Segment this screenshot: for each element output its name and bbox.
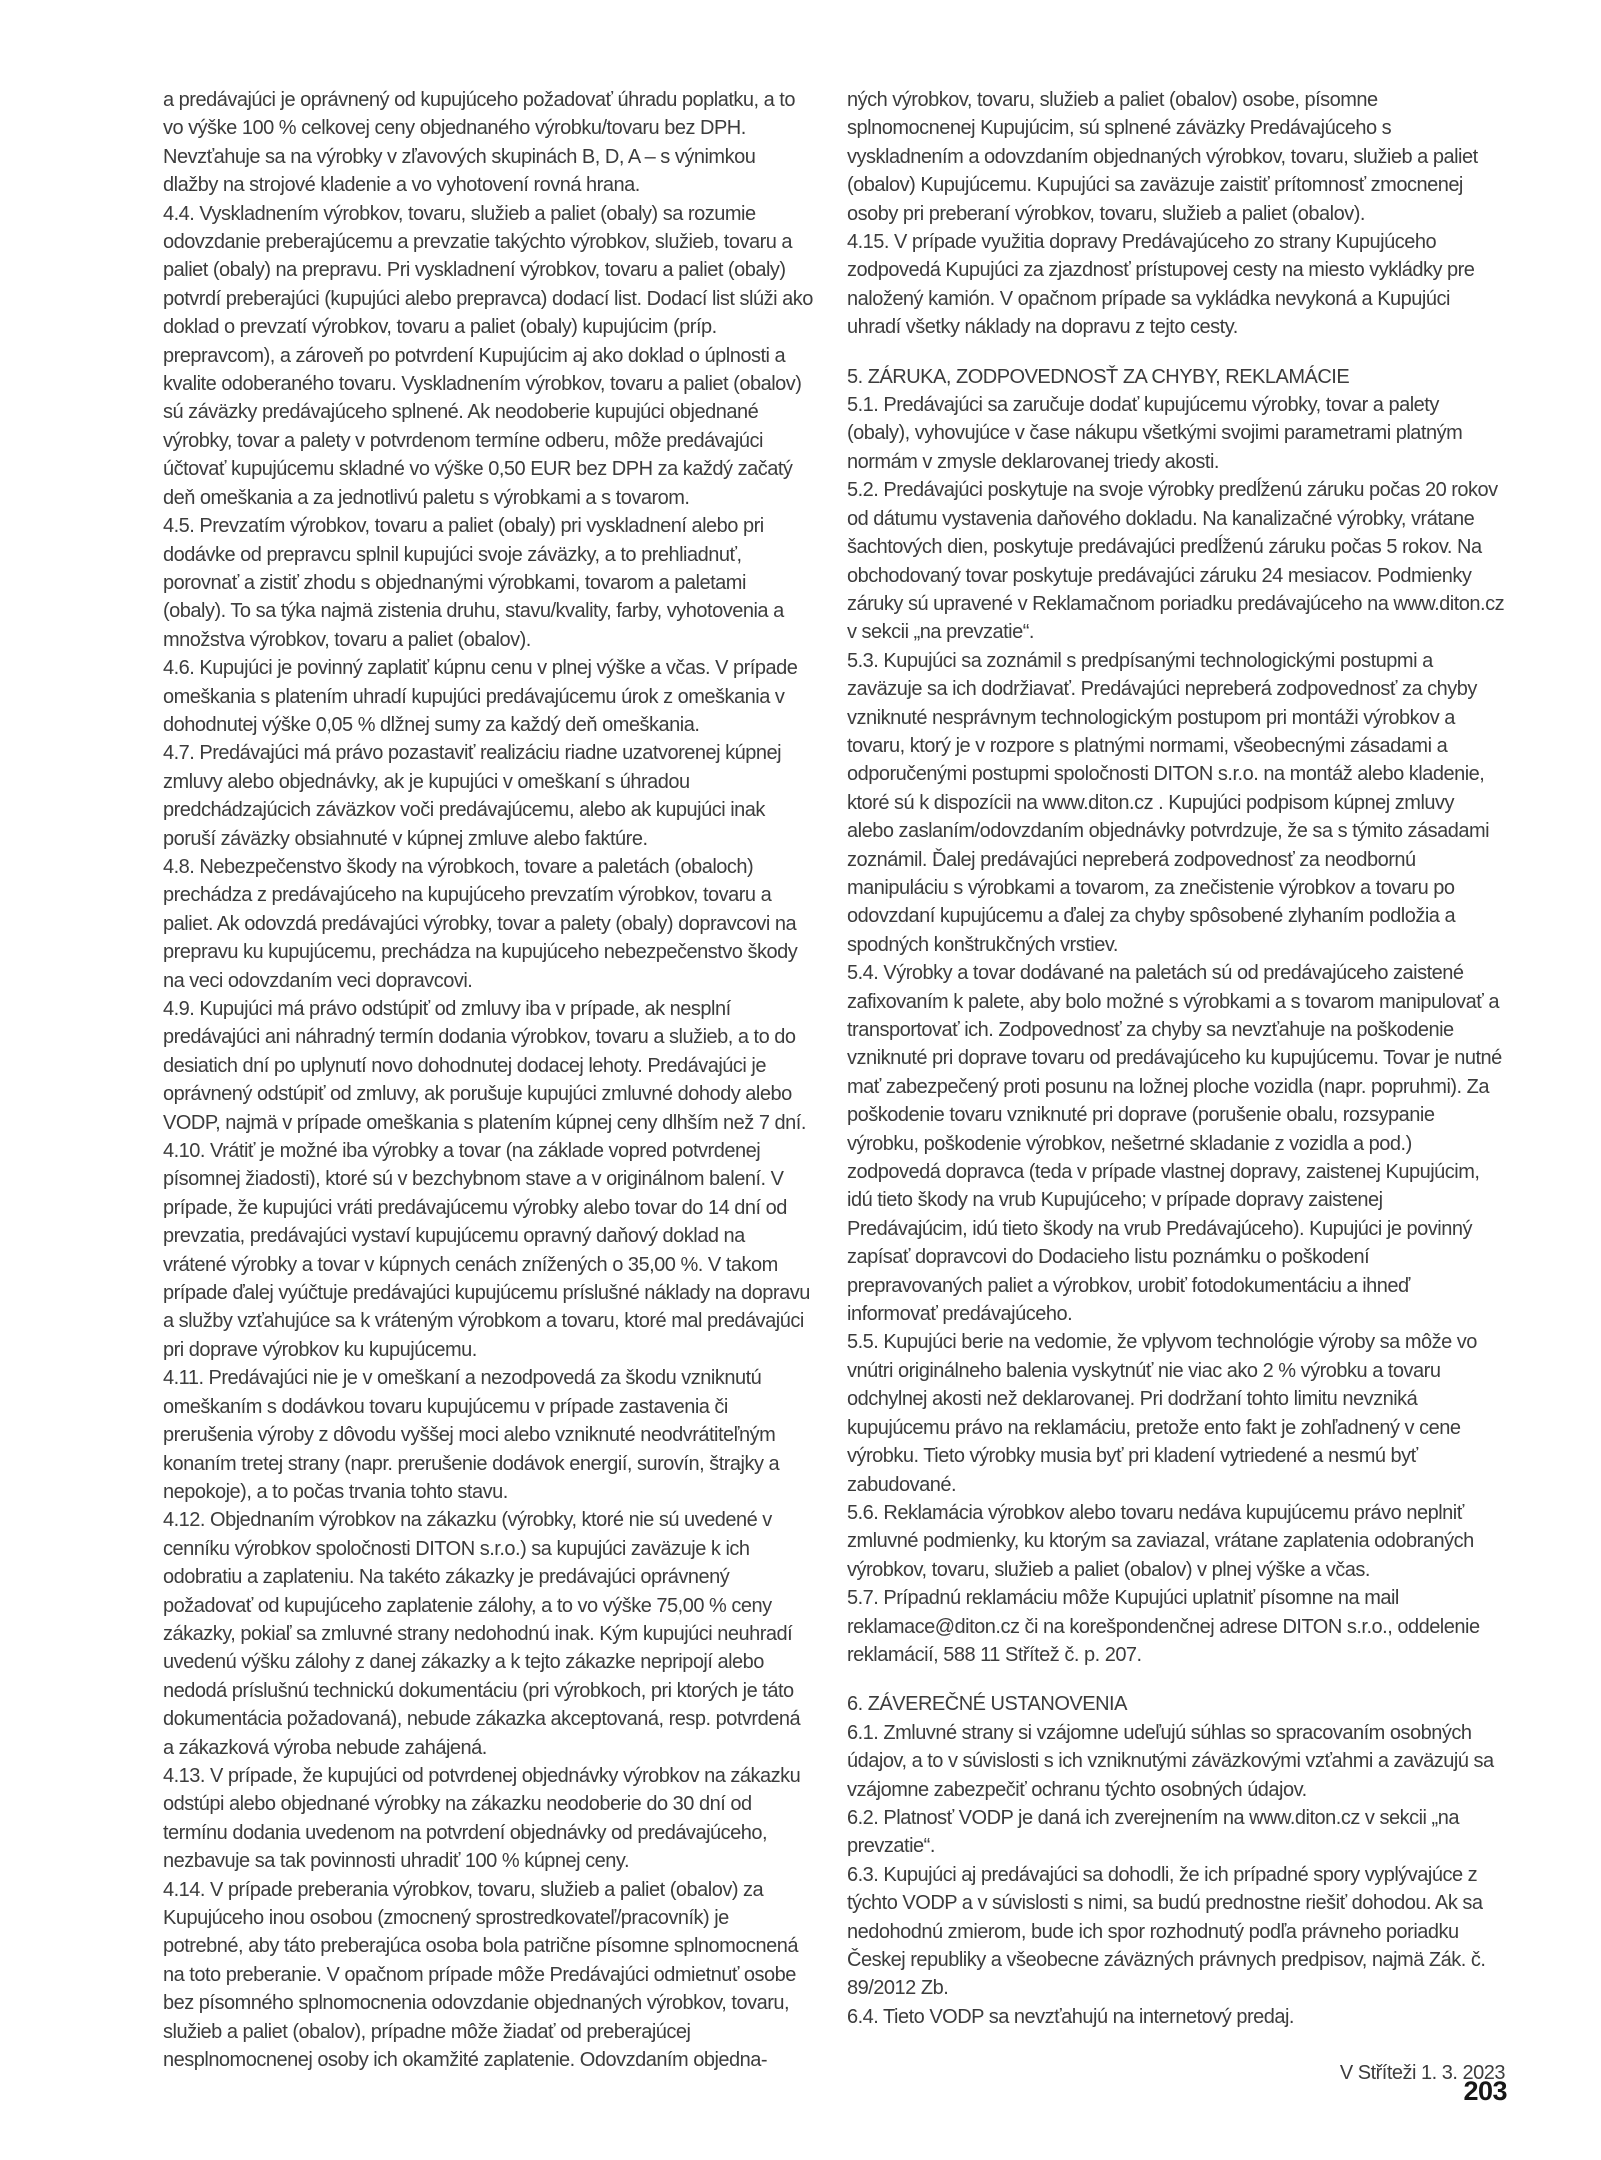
clause-paragraph: 4.12. Objednaním výrobkov na zákazku (výrobky, ktoré nie sú uvedené v cenníku výrobkov spoločnosti DITON s.r.o.) sa kupujúci zaväzuje k ich odobratiu a zaplateniu. Na takéto zákazky je predávajúci oprávnený požadovať od kupujúceho zaplatenie zálohy, a to vo výške 75,00 % ceny zákazky, pokiaľ sa zmluvné strany nedohodnú inak. Kým kupujúci neuhradí uvedenú výšku zálohy z danej zákazky a k tejto zákazke nepripojí alebo nedodá príslušnú technickú dokumentáciu (pri výrobkoch, pri ktorých je táto dokumentácia požadovaná), nebude zákazka akceptovaná, resp. potvrdená a zákazková výroba nebude zahájená. — [163, 1509, 801, 1759]
clause-paragraph: 5.2. Predávajúci poskytuje na svoje výrobky predĺženú záruku počas 20 rokov od dátumu vystavenia daňového dokladu. Na kanalizačné výrobky, vrátane šachtových dien, poskytuje predávajúci predĺženú záruku počas 5 rokov. Na obchodovaný tovar poskytuje predávajúci záruku 24 mesiacov. Podmienky záruky sú upravené v Reklamačnom poriadku predávajúceho na www.diton.cz v sekcii „na prevzatie“. — [847, 479, 1505, 644]
clause-paragraph: 4.5. Prevzatím výrobkov, tovaru a paliet (obaly) pri vyskladnení alebo pri dodávke od prepravcu splnil kupujúci svoje záväzky, a to prehliadnuť, porovnať a zistiť zhodu s objednanými výrobkami, tovarom a paletami (obaly). To sa týka najmä zistenia druhu, stavu/kvality, farby, vyhotovenia a množstva výrobkov, tovaru a paliet (obalov). — [163, 515, 784, 651]
clause-paragraph: 5.1. Predávajúci sa zaručuje dodať kupujúcemu výrobky, tovar a palety (obaly), vyhovujúce v čase nákupu všetkými svojimi parametrami platným normám v zmysle deklarovanej triedy akosti. — [847, 394, 1463, 473]
clause-paragraph: 4.9. Kupujúci má právo odstúpiť od zmluvy iba v prípade, ak nesplní predávajúci ani náhradný termín dodania výrobkov, tovaru a služieb, a to do desiatich dní po uplynutí novo dohodnutej dodacej lehoty. Predávajúci je oprávnený odstúpiť od zmluvy, ak porušuje kupujúci zmluvné dohody alebo VODP, najmä v prípade omeškania s platením kúpnej ceny dlhším než 7 dní. — [163, 998, 806, 1134]
right-column — [847, 86, 1505, 2088]
clause-paragraph: 6.1. Zmluvné strany si vzájomne udeľujú súhlas so spracovaním osobných údajov, a to v súvislosti s ich vzniknutými záväzkovými vzťahmi a zaväzujú sa vzájomne zabezpečiť ochranu týchto osobných údajov. — [847, 1721, 1494, 1801]
clause-paragraph: 4.10. Vrátiť je možné iba výrobky a tovar (na základe vopred potvrdenej písomnej žiadosti), ktoré sú v bezchybnom stave a v originálnom balení. V prípade, že kupujúci vráti predávajúcemu výrobky alebo tovar do 14 dní od prevzatia, predávajúci vystaví kupujúcemu opravný daňový doklad na vrátené výrobky a tovar v kúpnych cenách znížených o 35,00 %. V takom prípade ďalej vyúčtuje predávajúci kupujúcemu príslušné náklady na dopravu a služby vzťahujúce sa k vráteným výrobkom a tovaru, ktoré mal predávajúci pri doprave výrobkov ku kupujúcemu. — [163, 1140, 810, 1361]
clause-paragraph: 4.6. Kupujúci je povinný zaplatiť kúpnu cenu v plnej výške a včas. V prípade omeškania s platením uhradí kupujúci predávajúcemu úrok z omeškania v dohodnutej výške 0,05 % dlžnej sumy za každý deň omeškania. — [163, 657, 798, 736]
clause-paragraph: 5.4. Výrobky a tovar dodávané na paletách sú od predávajúceho zaistené zafixovaním k palete, aby bolo možné s výrobkami a s tovarom manipulovať a transportovať ich. Zodpovednosť za chyby sa nevzťahuje na poškodenie vzniknuté pri doprave tovaru od predávajúceho ku kupujúcemu. Tovar je nutné mať zabezpečený proti posunu na ložnej ploche vozidla (napr. popruhmi). Za poškodenie tovaru vzniknuté pri doprave (porušenie obalu, rozsypanie výrobku, poškodenie výrobkov, nešetrné skladanie z vozidla a pod.) zodpovedá dopravca (teda v prípade vlastnej dopravy, zaistenej Kupujúcim, idú tieto škody na vrub Kupujúceho; v prípade dopravy zaistenej Predávajúcim, idú tieto škody na vrub Predávajúceho). Kupujúci je povinný zapísať dopravcovi do Dodacieho listu poznámku o poškodení prepravovaných paliet a výrobkov, urobiť fotodokumentáciu a ihneď informovať predávajúceho. — [847, 962, 1502, 1326]
clause-paragraph: 6.2. Platnosť VODP je daná ich zverejnením na www.diton.cz v sekcii „na prevzatie“. — [847, 1806, 1459, 1858]
left-column — [163, 86, 813, 2074]
clause-paragraph: 5.6. Reklamácia výrobkov alebo tovaru nedáva kupujúcemu právo neplniť zmluvné podmienky, ku ktorým sa zaviazal, vrátane zaplatenia odobraných výrobkov, tovaru, služieb a paliet (obalov) v plnej výške a včas. — [847, 1501, 1474, 1581]
clause-paragraph: ných výrobkov, tovaru, služieb a paliet (obalov) osobe, písomne splnomocnenej Kupujúcim, sú splnené záväzky Predávajúceho s vyskladnením a odovzdaním objednaných výrobkov, tovaru, služieb a paliet (obalov) Kupujúcemu. Kupujúci sa zaväzuje zaistiť prítomnosť zmocnenej osoby pri preberaní výrobkov, tovaru, služieb a paliet (obalov). — [847, 89, 1478, 225]
clause-paragraph: 4.13. V prípade, že kupujúci od potvrdenej objednávky výrobkov na zákazku odstúpi alebo objednané výrobky na zákazku neodoberie do 30 dní od termínu dodania uvedenom na potvrdení objednávky od predávajúceho, nezbavuje sa tak povinnosti uhradiť 100 % kúpnej ceny. — [163, 1764, 801, 1873]
section-heading: 5. ZÁRUKA, ZODPOVEDNOSŤ ZA CHYBY, REKLAMÁCIE — [847, 365, 1350, 388]
clause-paragraph: 4.14. V prípade preberania výrobkov, tovaru, služieb a paliet (obalov) za Kupujúceho inou osobou (zmocnený sprostredkovateľ/pracovník) je potrebné, aby táto preberajúca osoba bola patrične písomne splnomocnená na toto preberanie. V opačnom prípade môže Predávajúci odmietnuť osobe bez písomného splnomocnenia odovzdanie objednaných výrobkov, tovaru, služieb a paliet (obalov), prípadne môže žiadať od preberajúcej nesplnomocnenej osoby ich okamžité zaplatenie. Odovzdaním objedna- — [163, 1878, 798, 2072]
clause-paragraph: 4.15. V prípade využitia dopravy Predávajúceho zo strany Kupujúceho zodpovedá Kupujúci za zjazdnosť prístupovej cesty na miesto vykládky pre naložený kamión. V opačnom prípade sa vykládka nevykoná a Kupujúci uhradí všetky náklady na dopravu z tejto cesty. — [847, 231, 1475, 339]
clause-paragraph: 4.8. Nebezpečenstvo škody na výrobkoch, tovare a paletách (obaloch) prechádza z predávajúceho na kupujúceho prevzatím výrobkov, tovaru a paliet. Ak odovzdá predávajúci výrobky, tovar a palety (obaly) dopravcovi na prepravu ku kupujúcemu, prechádza na kupujúceho nebezpečenstvo škody na veci odovzdaním veci dopravcovi. — [163, 855, 798, 992]
page-number: 203 — [1463, 2076, 1507, 2106]
date-line: V Stříteži 1. 3. 2023 — [1339, 2062, 1505, 2085]
section-heading: 6. ZÁVEREČNÉ USTANOVENIA — [847, 1693, 1127, 1716]
clause-paragraph: 6.3. Kupujúci aj predávajúci sa dohodli, že ich prípadné spory vyplývajúce z týchto VODP a v súvislosti s nimi, sa budú prednostne riešiť dohodou. Ak sa nedohodnú zmierom, bude ich spor rozhodnutý podľa právneho poriadku Českej republiky a všeobecne záväzných právnych predpisov, najmä Zák. č. 89/2012 Zb. — [847, 1863, 1486, 2000]
clause-paragraph: a predávajúci je oprávnený od kupujúceho požadovať úhradu poplatku, a to vo výške 100 % celkovej ceny objednaného výrobku/tovaru bez DPH. Nevzťahuje sa na výrobky v zľavových skupinách B, D, A – s výnimkou dlažby na strojové kladenie a vo vyhotovení rovná hrana. — [163, 89, 795, 197]
clause-paragraph: 5.5. Kupujúci berie na vedomie, že vplyvom technológie výroby sa môže vo vnútri originálneho balenia vyskytnúť nie viac ako 2 % výrobku a tovaru odchylnej akosti než deklarovanej. Pri dodržaní tohto limitu nevzniká kupujúcemu právo na reklamáciu, pretože ento fakt je zohľadnený v cene výrobku. Tieto výrobky musia byť pri kladení vytriedené a nesmú byť zabudované. — [847, 1331, 1477, 1496]
clause-paragraph: 4.7. Predávajúci má právo pozastaviť realizáciu riadne uzatvorenej kúpnej zmluvy alebo objednávky, ak je kupujúci v omeškaní s úhradou predchádzajúcich záväzkov voči predávajúcemu, alebo ak kupujúci inak poruší záväzky obsiahnuté v kúpnej zmluve alebo faktúre. — [163, 742, 782, 850]
clause-paragraph: 6.4. Tieto VODP sa nevzťahujú na internetový predaj. — [847, 2005, 1294, 2028]
clause-paragraph: 4.4. Vyskladnením výrobkov, tovaru, služieb a paliet (obaly) sa rozumie odovzdanie preberajúcemu a prevzatie takýchto výrobkov, služieb, tovaru a paliet (obaly) na prepravu. Pri vyskladnení výrobkov, tovaru a paliet (obaly) potvrdí preberajúci (kupujúci alebo prepravca) dodací list. Dodací list slúži ako doklad o prevzatí výrobkov, tovaru a paliet (obaly) kupujúcim (príp. prepravcom), a zároveň po potvrdení Kupujúcim aj ako doklad o úplnosti a kvalite odoberaného tovaru. Vyskladnením výrobkov, tovaru a paliet (obalov) sú záväzky predávajúceho splnené. Ak neodoberie kupujúci objednané výrobky, tovar a palety v potvrdenom termíne odberu, môže predávajúci účtovať kupujúcemu skladné vo výške 0,50 EUR bez DPH za každý začatý deň omeškania a za jednotlivú paletu s výrobkami a s tovarom. — [163, 202, 813, 509]
clause-paragraph: 5.3. Kupujúci sa zoznámil s predpísanými technologickými postupmi a zaväzuje sa ich dodržiavať. Predávajúci nepreberá zodpovednosť za chyby vzniknuté nesprávnym technologickým postupom pri montáži výrobkov a tovaru, ktorý je v rozpore s platnými normami, všeobecnými zásadami a odporučenými postupmi spoločnosti DITON s.r.o. na montáž alebo kladenie, ktoré sú k dispozícii na www.diton.cz . Kupujúci podpisom kúpnej zmluvy alebo zaslaním/odovzdaním objednávky potvrdzuje, že sa s týmito zásadami zoznámil. Ďalej predávajúci nepreberá zodpovednosť za neodbornú manipuláciu s výrobkami a tovarom, za znečistenie výrobkov a tovaru po odovzdaní kupujúcemu a ďalej za chyby spôsobené zlyhaním podložia a spodných konštrukčných vrstiev. — [847, 649, 1490, 956]
clause-paragraph: 4.11. Predávajúci nie je v omeškaní a nezodpovedá za škodu vzniknutú omeškaním s dodávkou tovaru kupujúcemu v prípade zastavenia či prerušenia výroby z dôvodu vyššej moci alebo vzniknuté neodvrátiteľným konaním tretej strany (napr. prerušenie dodávok energií, surovín, štrajky a nepokoje), a to počas trvania tohto stavu. — [163, 1367, 780, 1503]
clause-paragraph: 5.7. Prípadnú reklamáciu môže Kupujúci uplatniť písomne na mail reklamace@diton.cz či na korešpondenčnej adrese DITON s.r.o., oddelenie reklamácií, 588 11 Střítež č. p. 207. — [847, 1587, 1480, 1666]
